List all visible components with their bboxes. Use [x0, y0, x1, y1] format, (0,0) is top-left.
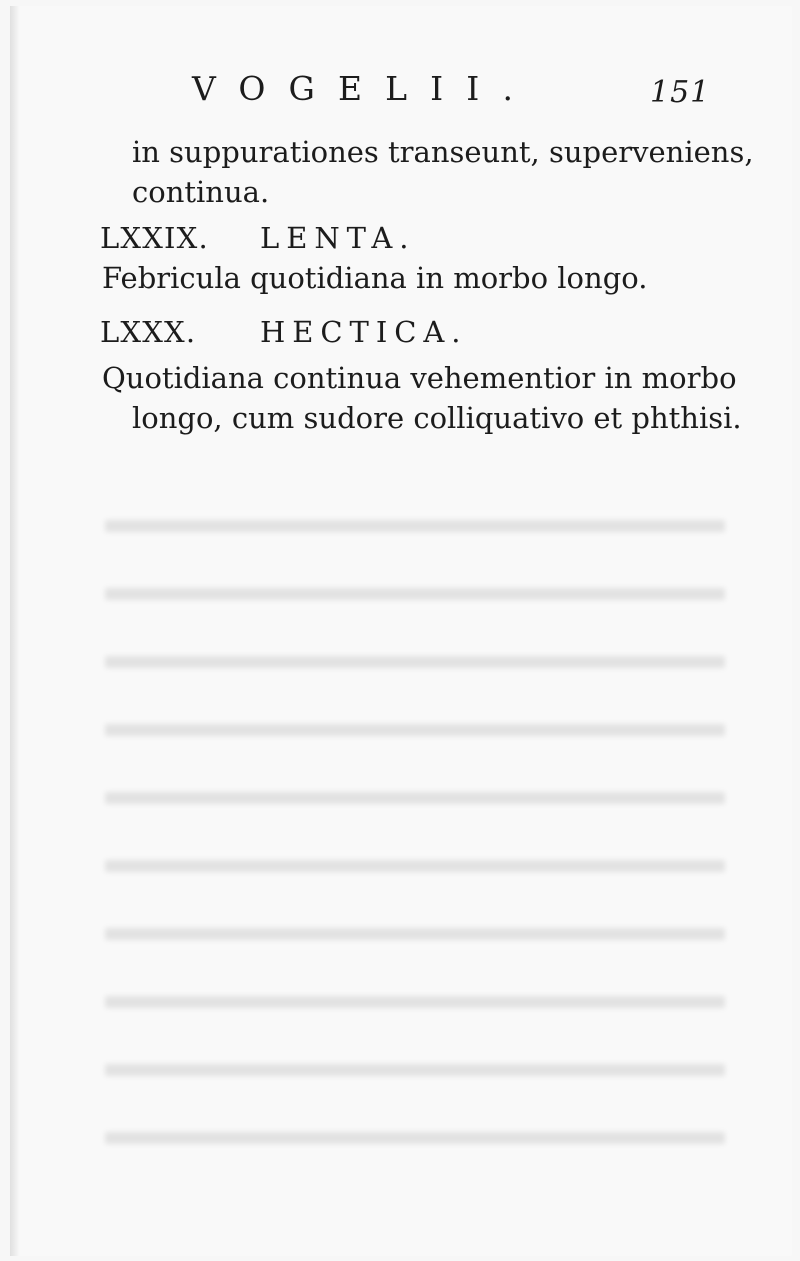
- page-number: 151: [650, 75, 711, 110]
- entry-definition-line: longo, cum sudore colliquativo et phthisi.: [132, 401, 742, 435]
- running-head: VOGELII.: [192, 69, 537, 108]
- entry-title: HECTICA.: [260, 315, 468, 349]
- entry-definition-line: Febricula quotidiana in morbo longo.: [102, 261, 648, 295]
- entry-number: LXXIX.: [100, 221, 209, 255]
- text-line: in suppurationes transeunt, superveniens,: [132, 135, 754, 169]
- entry-number: LXXX.: [100, 315, 197, 349]
- show-through-text: [105, 476, 725, 1176]
- entry-title: LENTA.: [260, 221, 416, 255]
- text-line: continua.: [132, 175, 270, 209]
- book-page: [10, 6, 792, 1256]
- entry-definition-line: Quotidiana continua vehementior in morbo: [102, 361, 737, 395]
